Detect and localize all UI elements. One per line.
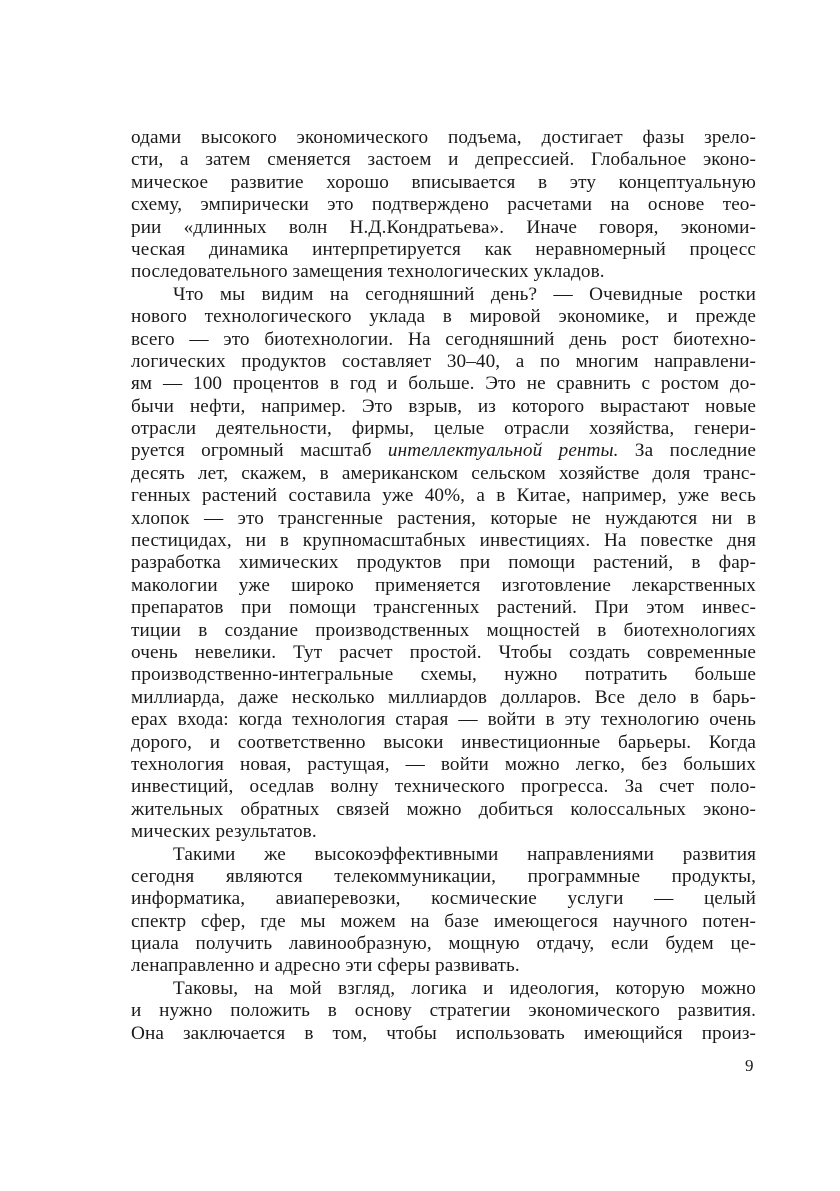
text-line: циала получить лавинообразную, мощную отдачу, если будем це- [131,933,756,955]
text-line: рии «длинных волн Н.Д.Кондратьева». Иначе говоря, экономи- [131,216,756,238]
text-line: бычи нефти, например. Это взрыв, из которого вырастают новые [131,395,756,417]
text-line: ерах входа: когда технология старая — войти в эту технологию очень [131,709,756,731]
text-line: ям — 100 процентов в год и больше. Это не сравнить с ростом до- [131,373,756,395]
page-number: 9 [745,1056,754,1075]
text-line: Таковы, на мой взгляд, логика и идеология, которую можно [173,977,756,999]
text-line: отрасли деятельности, фирмы, целые отрасли хозяйства, генери- [131,418,756,440]
text-line: жительных обратных связей можно добиться колоссальных эконо- [131,798,756,820]
text-line: ленаправленно и адресно эти сферы развивать. [131,955,520,977]
text-line: и нужно положить в основу стратегии экономического развития. [131,1000,756,1022]
italic-term: интеллектуальной ренты. [387,440,619,462]
text-line: Такими же высокоэффективными направлениями развития [173,843,756,865]
text-line: сти, а затем сменяется застоем и депрессией. Глобальное эконо- [131,149,756,171]
text-line: производственно-интегральные схемы, нужно потратить больше [131,664,756,686]
text-line: ческая динамика интерпретируется как неравномерный процесс [131,238,756,260]
text-line: мических результатов. [131,821,317,843]
text-line: последовательного замещения технологических укладов. [131,261,605,283]
text-line: дорого, и соответственно высоки инвестиционные барьеры. Когда [131,731,756,753]
text-line: информатика, авиаперевозки, космические услуги — целый [131,888,756,910]
text-segment: руется огромный масштаб [131,440,388,462]
text-line: инвестиций, оседлав волну технического прогресса. За счет поло- [131,776,756,798]
text-line: препаратов при помощи трансгенных растений. При этом инвес- [131,597,756,619]
text-line: спектр сфер, где мы можем на базе имеющегося научного потен- [131,910,756,932]
text-line: очень невелики. Тут расчет простой. Чтобы создать современные [131,641,756,663]
text-line: генных растений составила уже 40%, а в Китае, например, уже весь [131,485,756,507]
text-line: сегодня являются телекоммуникации, программные продукты, [131,865,756,887]
text-line: Что мы видим на сегодняшний день? — Очевидные ростки [173,283,756,305]
text-line: пестицидах, ни в крупномасштабных инвестициях. На повестке дня [131,530,756,552]
text-segment: За последние [618,440,756,462]
body-text [131,127,756,1045]
text-line: макологии уже широко применяется изготовление лекарственных [131,574,756,596]
text-line: хлопок — это трансгенные растения, которые не нуждаются ни в [131,507,756,529]
text-line: логических продуктов составляет 30–40, а по многим направлени- [131,350,756,372]
text-line: одами высокого экономического подъема, достигает фазы зрело- [131,127,756,148]
text-line [131,440,756,462]
text-line: схему, эмпирически это подтверждено расчетами на основе тео- [131,194,756,216]
text-line: миллиарда, даже несколько миллиардов долларов. Все дело в барь- [131,686,756,708]
text-line: технология новая, растущая, — войти можно легко, без больших [131,753,756,775]
text-line: тиции в создание производственных мощностей в биотехнологиях [131,619,756,641]
text-line: десять лет, скажем, в американском сельском хозяйстве доля транс- [131,462,756,484]
text-line: нового технологического уклада в мировой экономике, и прежде [131,306,756,328]
text-line: мическое развитие хорошо вписывается в эту концептуальную [131,171,756,193]
text-line: разработка химических продуктов при помощи растений, в фар- [131,552,756,574]
text-line: всего — это биотехнологии. На сегодняшний день рост биотехно- [131,328,756,350]
text-line: Она заключается в том, чтобы использовать имеющийся произ- [131,1022,756,1044]
